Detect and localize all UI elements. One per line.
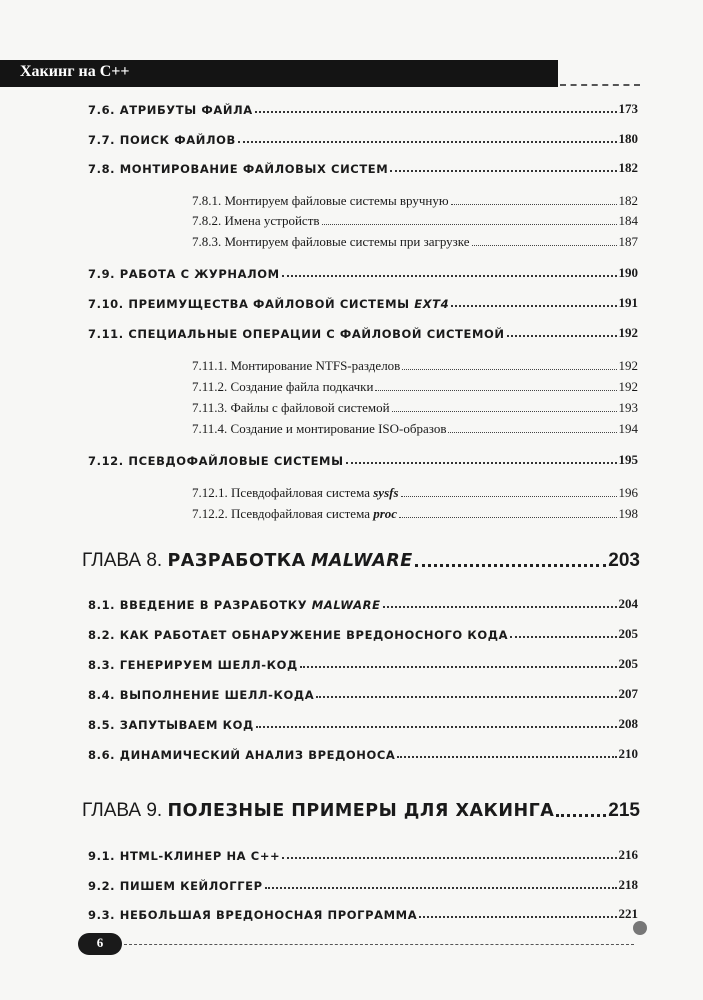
toc-page: 216 <box>618 847 638 862</box>
page-number-badge <box>78 933 122 955</box>
toc-subentry[interactable] <box>192 379 638 395</box>
chapter-page: 215 <box>608 800 640 821</box>
toc-entry[interactable] <box>88 265 638 281</box>
leader-dots <box>265 887 617 889</box>
leader-dots <box>256 726 617 728</box>
toc-entry[interactable] <box>88 906 638 922</box>
leader-dots <box>401 496 617 497</box>
toc-label: 7.10. ПРЕИМУЩЕСТВА ФАЙЛОВОЙ СИСТЕМЫ EXT4 <box>88 297 450 311</box>
toc-label: 7.7. ПОИСК ФАЙЛОВ <box>88 133 236 147</box>
toc-page: 173 <box>618 101 638 116</box>
leader-dots <box>375 390 616 391</box>
leader-dots <box>255 111 617 113</box>
toc-page: 192 <box>618 325 638 340</box>
toc-label: 7.8.3. Монтируем файловые системы при загрузке <box>192 234 470 249</box>
toc-label: 7.12. ПСЕВДОФАЙЛОВЫЕ СИСТЕМЫ <box>88 454 344 468</box>
leader-dots <box>507 335 617 337</box>
toc-label: 7.11.2. Создание файла подкачки <box>192 379 374 394</box>
toc-label: 7.11.4. Создание и монтирование ISO-образов <box>192 421 447 436</box>
toc-label: 7.8.2. Имена устройств <box>192 213 320 228</box>
toc-label-em: proc <box>373 506 398 521</box>
toc-entry[interactable] <box>88 626 638 642</box>
toc-page: 190 <box>618 265 638 280</box>
toc-entry[interactable] <box>88 746 638 762</box>
toc-label: 7.9. РАБОТА С ЖУРНАЛОМ <box>88 267 280 281</box>
toc-label: 9.3. НЕБОЛЬШАЯ ВРЕДОНОСНАЯ ПРОГРАММА <box>88 908 418 922</box>
leader-dots <box>451 204 617 205</box>
footer-ornament-icon <box>633 921 647 935</box>
leader-dots <box>448 432 616 433</box>
chapter-label: ГЛАВА 8. РАЗРАБОТКА MALWARE <box>82 550 413 571</box>
toc-label: 8.6. ДИНАМИЧЕСКИЙ АНАЛИЗ ВРЕДОНОСА <box>88 748 396 762</box>
leader-dots <box>451 305 616 307</box>
toc-subentry[interactable] <box>192 358 638 374</box>
toc-page: 191 <box>618 295 638 310</box>
header-divider <box>560 84 640 86</box>
page-number: 6 <box>96 935 104 950</box>
toc-label-em: sysfs <box>373 485 399 500</box>
toc-entry[interactable] <box>88 325 638 341</box>
toc-subentry[interactable] <box>192 213 638 229</box>
toc-label: 7.12.1. Псевдофайловая система sysfs <box>192 485 399 500</box>
leader-dots <box>300 666 617 668</box>
toc-entry[interactable] <box>88 716 638 732</box>
toc-page: 187 <box>618 234 638 249</box>
toc-page: 192 <box>618 358 638 373</box>
toc-subentry[interactable] <box>192 234 638 250</box>
toc-page: 193 <box>618 400 638 415</box>
toc-subentry[interactable] <box>192 193 638 209</box>
leader-dots <box>383 606 617 608</box>
toc-page: 205 <box>618 626 638 641</box>
toc-label: 8.5. ЗАПУТЫВАЕМ КОД <box>88 718 254 732</box>
toc-page: 205 <box>618 656 638 671</box>
toc-entry[interactable] <box>88 686 638 702</box>
toc-page: 196 <box>618 485 638 500</box>
toc-label: 7.8. МОНТИРОВАНИЕ ФАЙЛОВЫХ СИСТЕМ <box>88 162 389 176</box>
toc-page: 182 <box>618 193 638 208</box>
toc-page: 192 <box>618 379 638 394</box>
leader-dots <box>472 245 617 246</box>
toc-label: 8.4. ВЫПОЛНЕНИЕ ШЕЛЛ-КОДА <box>88 688 315 702</box>
toc-chapter[interactable] <box>82 550 640 572</box>
toc-entry[interactable] <box>88 295 638 311</box>
footer-divider <box>124 944 634 945</box>
toc-entry[interactable] <box>88 877 638 893</box>
leader-dots <box>556 814 606 817</box>
toc-label: 8.3. ГЕНЕРИРУЕМ ШЕЛЛ-КОД <box>88 658 298 672</box>
toc-page: 184 <box>618 213 638 228</box>
leader-dots <box>346 462 617 464</box>
chapter-label: ГЛАВА 9. ПОЛЕЗНЫЕ ПРИМЕРЫ ДЛЯ ХАКИНГА <box>82 800 555 821</box>
chapter-page: 203 <box>608 550 640 571</box>
toc-page: 180 <box>618 131 638 146</box>
toc-entry[interactable] <box>88 160 638 176</box>
toc-subentry[interactable] <box>192 421 638 437</box>
leader-dots <box>392 411 617 412</box>
toc-page: 218 <box>618 877 638 892</box>
toc-label-em: EXT4 <box>414 297 450 311</box>
toc-label: 7.11. СПЕЦИАЛЬНЫЕ ОПЕРАЦИИ С ФАЙЛОВОЙ СИСТЕМОЙ <box>88 327 505 341</box>
toc-page: 210 <box>618 746 638 761</box>
leader-dots <box>510 636 616 638</box>
toc-label-em: MALWARE <box>311 598 381 612</box>
toc-label: 8.1. ВВЕДЕНИЕ В РАЗРАБОТКУ MALWARE <box>88 598 381 612</box>
leader-dots <box>238 141 617 143</box>
leader-dots <box>397 756 616 758</box>
toc-entry[interactable] <box>88 131 638 147</box>
leader-dots <box>322 224 617 225</box>
toc-page: 195 <box>618 452 638 467</box>
toc-subentry[interactable] <box>192 485 638 501</box>
leader-dots <box>399 517 616 518</box>
toc-entry[interactable] <box>88 452 638 468</box>
toc-label: 7.12.2. Псевдофайловая система proc <box>192 506 398 521</box>
leader-dots <box>282 857 616 859</box>
leader-dots <box>419 916 616 918</box>
toc-chapter[interactable] <box>82 800 640 822</box>
toc-label: 9.2. ПИШЕМ КЕЙЛОГГЕР <box>88 879 263 893</box>
toc-label: 9.1. HTML-КЛИНЕР НА С++ <box>88 849 281 863</box>
toc-entry[interactable] <box>88 847 638 863</box>
toc-label: 7.6. АТРИБУТЫ ФАЙЛА <box>88 103 253 117</box>
toc-subentry[interactable] <box>192 506 638 522</box>
header-title: Хакинг на С++ <box>20 63 130 80</box>
toc-page: 208 <box>618 716 638 731</box>
chapter-label-em: MALWARE <box>310 551 413 571</box>
toc-page: 221 <box>618 906 638 921</box>
leader-dots <box>402 369 616 370</box>
toc-page: 207 <box>618 686 638 701</box>
toc-subentry[interactable] <box>192 400 638 416</box>
toc-page: 194 <box>618 421 638 436</box>
leader-dots <box>282 275 617 277</box>
toc-label: 7.8.1. Монтируем файловые системы вручную <box>192 193 449 208</box>
leader-dots <box>390 170 616 172</box>
toc-page: 198 <box>618 506 638 521</box>
toc-entry[interactable] <box>88 596 638 612</box>
toc-page: 182 <box>618 160 638 175</box>
toc-entry[interactable] <box>88 656 638 672</box>
toc-page: 204 <box>618 596 638 611</box>
leader-dots <box>415 564 607 567</box>
toc-label: 8.2. КАК РАБОТАЕТ ОБНАРУЖЕНИЕ ВРЕДОНОСНОГО КОДА <box>88 628 509 642</box>
toc-entry[interactable] <box>88 101 638 117</box>
leader-dots <box>316 696 616 698</box>
toc-label: 7.11.1. Монтирование NTFS-разделов <box>192 358 401 373</box>
toc-label: 7.11.3. Файлы с файловой системой <box>192 400 390 415</box>
running-header <box>0 60 558 87</box>
